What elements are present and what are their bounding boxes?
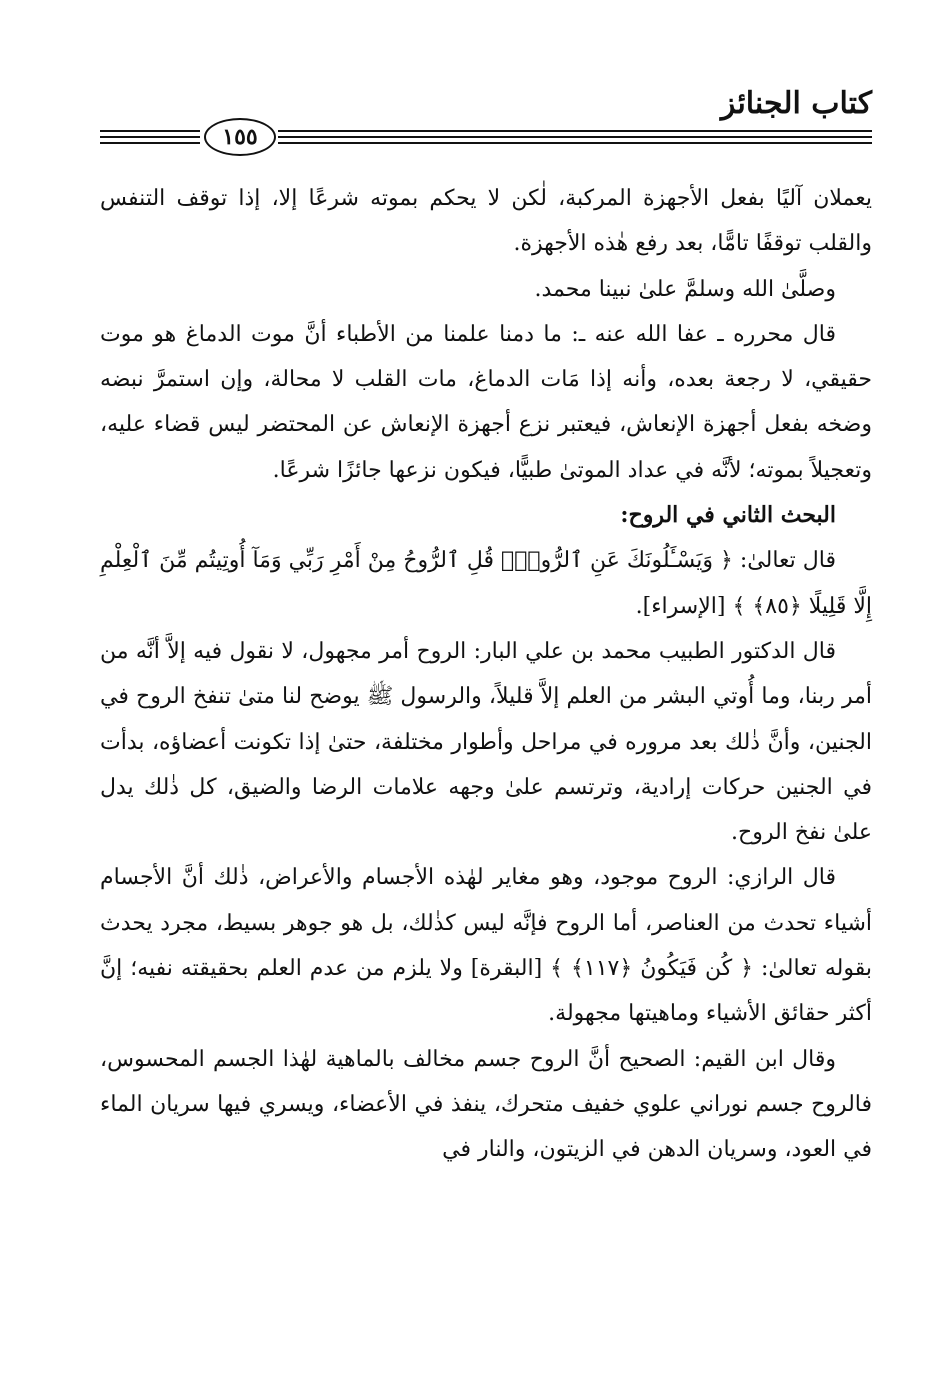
paragraph: وقال ابن القيم: الصحيح أنَّ الروح جسم مخالف بالماهية لهٰذا الجسم المحسوس، فالروح جسم نوراني علوي خفيف متحرك، ينفذ في الأعضاء، ويسري فيها سريان الماء في العود، وسريان الدهن في الزيتون، والنار في xyxy=(100,1046,872,1163)
paragraph: يعملان آليًا بفعل الأجهزة المركبة، لٰكن لا يحكم بموته شرعًا إلا، إذا توقف التنفس والقلب توقفًا تامًّا، بعد رفع هٰذه الأجهزة. xyxy=(100,186,872,257)
paragraph: قال تعالىٰ: ﴿ وَيَسْـَٔلُونَكَ عَنِ ٱلرُّوحِۖ قُلِ ٱلرُّوحُ مِنْ أَمْرِ رَبِّي وَمَآ أُوتِيتُم مِّنَ ٱلْعِلْمِ إِلَّا قَلِيلًا ﴿٨٥﴾ ﴾ [الإسراء]. xyxy=(100,548,872,619)
page-number: ١٥٥ xyxy=(204,118,276,156)
header-rule xyxy=(100,142,200,144)
main-text xyxy=(100,176,872,1173)
page-header xyxy=(100,86,872,158)
paragraph: قال محرره ـ عفا الله عنه ـ: ما دمنا علمنا من الأطباء أنَّ موت الدماغ هو موت حقيقي، لا رجعة بعده، وأنه إذا مَات الدماغ، مات القلب لا محالة، وإن استمرَّ نبضه وضخه بفعل أجهزة الإنعاش، فيعتبر نزع أجهزة الإنعاش عن المحتضر ليس قضاء عليه، وتعجيلاً بموته؛ لأنَّه في عداد الموتىٰ طبيًّا، فيكون نزعها جائزًا شرعًا. xyxy=(100,321,872,483)
header-rule xyxy=(278,130,872,132)
section-heading: البحث الثاني في الروح: xyxy=(620,502,836,529)
header-rule xyxy=(100,136,200,138)
header-rule xyxy=(278,142,872,144)
header-rule xyxy=(278,136,872,138)
paragraph: قال الدكتور الطبيب محمد بن علي البار: الروح أمر مجهول، لا نقول فيه إلاَّ أنَّه من أمر ربنا، وما أُوتي البشر من العلم إلاَّ قليلاً، والرسول ﷺ يوضح لنا متىٰ تنفخ الروح في الجنين، وأنَّ ذٰلك بعد مروره في مراحل وأطوار مختلفة، حتىٰ إذا تكونت أعضاؤه، بدأت في الجنين حركات إرادية، وترتسم علىٰ وجهه علامات الرضا والضيق، كل ذٰلك يدل علىٰ نفخ الروح. xyxy=(100,638,872,846)
paragraph: وصلَّىٰ الله وسلمَّ علىٰ نبينا محمد. xyxy=(534,276,836,302)
paragraph: قال الرازي: الروح موجود، وهو مغاير لهٰذه الأجسام والأعراض، ذٰلك أنَّ الأجسام أشياء تحدث من العناصر، أما الروح فإنَّه ليس كذٰلك، بل هو جوهر بسيط، مجرد يحدث بقوله تعالىٰ: ﴿ كُن فَيَكُونُ ﴿١١٧﴾ ﴾ [البقرة] ولا يلزم من عدم العلم بحقيقته نفيه؛ إنَّ أكثر حقائق الأشياء وماهيتها مجهولة. xyxy=(100,865,872,1027)
running-title: كتاب الجنائز xyxy=(720,86,872,121)
header-rule xyxy=(100,130,200,132)
